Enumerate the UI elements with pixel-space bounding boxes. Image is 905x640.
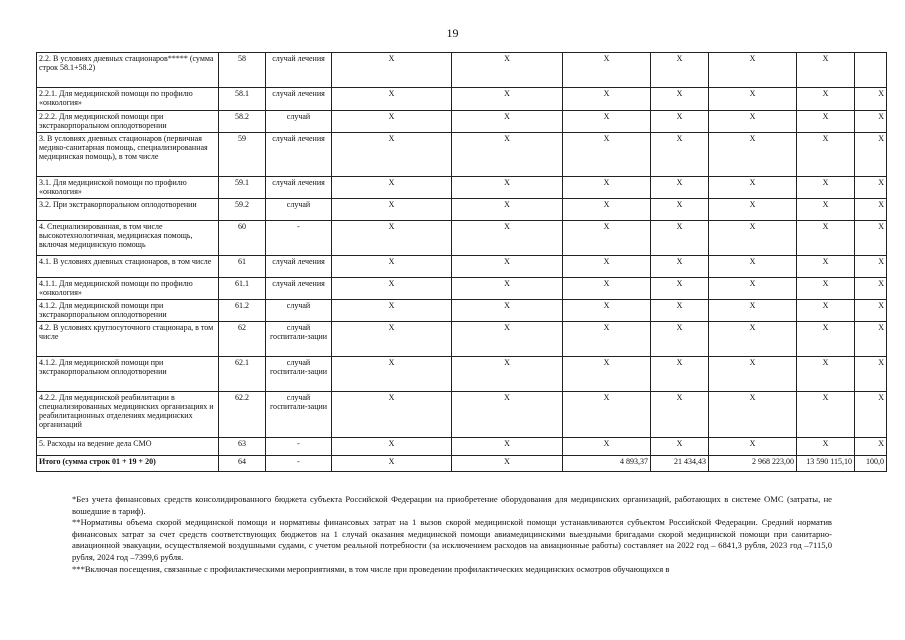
value-cell: X [651, 133, 709, 177]
table-row [37, 322, 887, 357]
table-row [37, 199, 887, 221]
value-cell: X [651, 88, 709, 111]
value-cell: X [651, 300, 709, 322]
total-row [37, 456, 887, 472]
total-value-cell: 21 434,43 [651, 456, 709, 472]
total-unit-cell: - [266, 456, 332, 472]
value-cell: X [651, 322, 709, 357]
unit-cell: случай лечения [266, 53, 332, 88]
unit-cell: случай лечения [266, 278, 332, 300]
value-cell: X [332, 256, 452, 278]
row-name-cell: 2.2.2. Для медицинской помощи при экстракорпоральном оплодотворении [37, 111, 219, 133]
value-cell: X [651, 221, 709, 256]
value-cell: X [332, 177, 452, 199]
unit-cell: случай [266, 199, 332, 221]
unit-cell: случай [266, 300, 332, 322]
value-cell: X [563, 278, 651, 300]
value-cell: X [855, 392, 887, 438]
value-cell: X [563, 53, 651, 88]
footnotes [72, 494, 832, 575]
unit-cell: случай лечения [266, 88, 332, 111]
value-cell: X [332, 221, 452, 256]
value-cell: X [855, 322, 887, 357]
value-cell: X [797, 256, 855, 278]
row-name-cell: 5. Расходы на ведение дела СМО [37, 438, 219, 456]
value-cell: X [563, 199, 651, 221]
page-number: 19 [446, 26, 459, 40]
unit-cell: случай госпитали-зации [266, 357, 332, 392]
unit-cell: случай госпитали-зации [266, 322, 332, 357]
value-cell: X [797, 221, 855, 256]
table-row [37, 438, 887, 456]
value-cell: X [332, 300, 452, 322]
total-value-cell: 4 893,37 [563, 456, 651, 472]
value-cell: X [332, 111, 452, 133]
value-cell: X [797, 357, 855, 392]
value-cell: X [709, 438, 797, 456]
value-cell: X [709, 357, 797, 392]
footnote-2: **Нормативы объема скорой медицинской помощи и нормативы финансовых затрат на 1 вызов скорой медицинской помощи устанавливаются субъектом Российской Федерации. Средний норматив финансовых затрат за счет средств соответствующих бюджетов на 1 случай оказания медицинской помощи авиамедицинскими выездными бригадами скорой медицинской помощи при санитарно-авиационной эвакуации, осуществляемой воздушными судами, с учетом реальной потребности (за исключением расходов на авиационные работы) составляет на 2022 год – 6841,3 рубля, 2023 год –7115,0 рубля, 2024 год –7399,6 рубля. [72, 517, 832, 562]
row-number-cell: 61 [219, 256, 266, 278]
row-name-cell: 4. Специализированная, в том числе высокотехнологичная, медицинская помощь, включая медицинскую помощь [37, 221, 219, 256]
value-cell: X [797, 177, 855, 199]
row-name-cell: 4.1.2. Для медицинской помощи при экстракорпоральном оплодотворении [37, 300, 219, 322]
value-cell: X [651, 392, 709, 438]
value-cell: X [332, 392, 452, 438]
value-cell: X [797, 111, 855, 133]
row-number-cell: 61.2 [219, 300, 266, 322]
table-row [37, 133, 887, 177]
row-number-cell: 62 [219, 322, 266, 357]
value-cell: X [563, 133, 651, 177]
value-cell [855, 53, 887, 88]
value-cell: X [563, 256, 651, 278]
value-cell: X [855, 357, 887, 392]
row-number-cell: 63 [219, 438, 266, 456]
total-value-cell: 100,0 [855, 456, 887, 472]
value-cell: X [797, 300, 855, 322]
value-cell: X [855, 133, 887, 177]
value-cell: X [709, 322, 797, 357]
row-name-cell: 2.2. В условиях дневных стационаров***** (сумма строк 58.1+58.2) [37, 53, 219, 88]
value-cell: X [797, 392, 855, 438]
value-cell: X [452, 199, 563, 221]
value-cell: X [651, 357, 709, 392]
value-cell: X [855, 256, 887, 278]
value-cell: X [332, 88, 452, 111]
value-cell: X [332, 199, 452, 221]
row-name-cell: 4.1.2. Для медицинской помощи при экстракорпоральном оплодотворении [37, 357, 219, 392]
value-cell: X [563, 88, 651, 111]
value-cell: X [332, 438, 452, 456]
row-name-cell: 3. В условиях дневных стационаров (первичная медико-санитарная помощь, специализированная медицинская помощь), в том числе [37, 133, 219, 177]
footnote-1: *Без учета финансовых средств консолидированного бюджета субъекта Российской Федерации на приобретение оборудования для медицинских организаций, работающих в системе ОМС (затраты, не вошедшие в тариф). [72, 494, 832, 516]
row-name-cell: 4.1. В условиях дневных стационаров, в том числе [37, 256, 219, 278]
row-name-cell: 4.2. В условиях круглосуточного стационара, в том числе [37, 322, 219, 357]
total-value-cell: 2 968 223,00 [709, 456, 797, 472]
value-cell: X [563, 221, 651, 256]
value-cell: X [563, 357, 651, 392]
footnote-3: ***Включая посещения, связанные с профилактическими мероприятиями, в том числе при проведении профилактических медицинских осмотров обучающихся в [72, 563, 670, 574]
table-body [37, 53, 887, 472]
table-row [37, 177, 887, 199]
value-cell: X [855, 177, 887, 199]
unit-cell: случай лечения [266, 256, 332, 278]
value-cell: X [709, 88, 797, 111]
table-row [37, 278, 887, 300]
table-row [37, 300, 887, 322]
table-row [37, 357, 887, 392]
value-cell: X [709, 53, 797, 88]
value-cell: X [651, 199, 709, 221]
value-cell: X [452, 221, 563, 256]
value-cell: X [452, 133, 563, 177]
row-number-cell: 58 [219, 53, 266, 88]
value-cell: X [855, 88, 887, 111]
row-number-cell: 58.1 [219, 88, 266, 111]
value-cell: X [709, 111, 797, 133]
row-number-cell: 58.2 [219, 111, 266, 133]
value-cell: X [332, 357, 452, 392]
value-cell: X [855, 300, 887, 322]
value-cell: X [452, 322, 563, 357]
value-cell: X [855, 111, 887, 133]
row-name-cell: 4.1.1. Для медицинской помощи по профилю «онкология» [37, 278, 219, 300]
value-cell: X [332, 53, 452, 88]
value-cell: X [563, 322, 651, 357]
table-row [37, 88, 887, 111]
value-cell: X [332, 322, 452, 357]
value-cell: X [709, 392, 797, 438]
value-cell: X [855, 278, 887, 300]
value-cell: X [797, 322, 855, 357]
unit-cell: - [266, 438, 332, 456]
row-name-cell: 3.2. При экстракорпоральном оплодотворении [37, 199, 219, 221]
value-cell: X [651, 278, 709, 300]
value-cell: X [709, 300, 797, 322]
value-cell: X [797, 88, 855, 111]
value-cell: X [452, 111, 563, 133]
value-cell: X [452, 53, 563, 88]
value-cell: X [651, 111, 709, 133]
table-row [37, 53, 887, 88]
value-cell: X [452, 392, 563, 438]
table-row [37, 256, 887, 278]
table-row [37, 392, 887, 438]
value-cell: X [797, 278, 855, 300]
value-cell: X [651, 53, 709, 88]
unit-cell: случай [266, 111, 332, 133]
value-cell: X [797, 199, 855, 221]
row-number-cell: 59.1 [219, 177, 266, 199]
value-cell: X [563, 177, 651, 199]
value-cell: X [563, 111, 651, 133]
total-value-cell: 13 590 115,10 [797, 456, 855, 472]
value-cell: X [797, 133, 855, 177]
row-number-cell: 62.2 [219, 392, 266, 438]
row-number-cell: 59.2 [219, 199, 266, 221]
value-cell: X [332, 278, 452, 300]
value-cell: X [563, 300, 651, 322]
value-cell: X [563, 392, 651, 438]
value-cell: X [452, 278, 563, 300]
row-number-cell: 60 [219, 221, 266, 256]
value-cell: X [651, 256, 709, 278]
total-value-cell: X [452, 456, 563, 472]
value-cell: X [452, 88, 563, 111]
row-name-cell: 2.2.1. Для медицинской помощи по профилю «онкология» [37, 88, 219, 111]
value-cell: X [855, 438, 887, 456]
value-cell: X [709, 221, 797, 256]
value-cell: X [709, 278, 797, 300]
value-cell: X [452, 438, 563, 456]
value-cell: X [452, 300, 563, 322]
total-number-cell: 64 [219, 456, 266, 472]
row-number-cell: 59 [219, 133, 266, 177]
value-cell: X [651, 177, 709, 199]
value-cell: X [709, 256, 797, 278]
value-cell: X [452, 357, 563, 392]
row-name-cell: 4.2.2. Для медицинской реабилитации в специализированных медицинских организациях и реабилитационных отделениях медицинских организаций [37, 392, 219, 438]
total-value-cell: X [332, 456, 452, 472]
total-name-cell: Итого (сумма строк 01 + 19 + 20) [37, 456, 219, 472]
value-cell: X [452, 177, 563, 199]
value-cell: X [651, 438, 709, 456]
value-cell: X [797, 53, 855, 88]
unit-cell: случай лечения [266, 177, 332, 199]
table-row [37, 111, 887, 133]
table-row [37, 221, 887, 256]
value-cell: X [709, 133, 797, 177]
value-cell: X [452, 256, 563, 278]
row-number-cell: 62.1 [219, 357, 266, 392]
unit-cell: - [266, 221, 332, 256]
row-name-cell: 3.1. Для медицинской помощи по профилю «онкология» [37, 177, 219, 199]
financial-norms-table [36, 52, 887, 472]
value-cell: X [332, 133, 452, 177]
unit-cell: случай госпитали-зации [266, 392, 332, 438]
value-cell: X [709, 177, 797, 199]
value-cell: X [855, 221, 887, 256]
value-cell: X [563, 438, 651, 456]
value-cell: X [709, 199, 797, 221]
value-cell: X [855, 199, 887, 221]
row-number-cell: 61.1 [219, 278, 266, 300]
value-cell: X [797, 438, 855, 456]
unit-cell: случай лечения [266, 133, 332, 177]
